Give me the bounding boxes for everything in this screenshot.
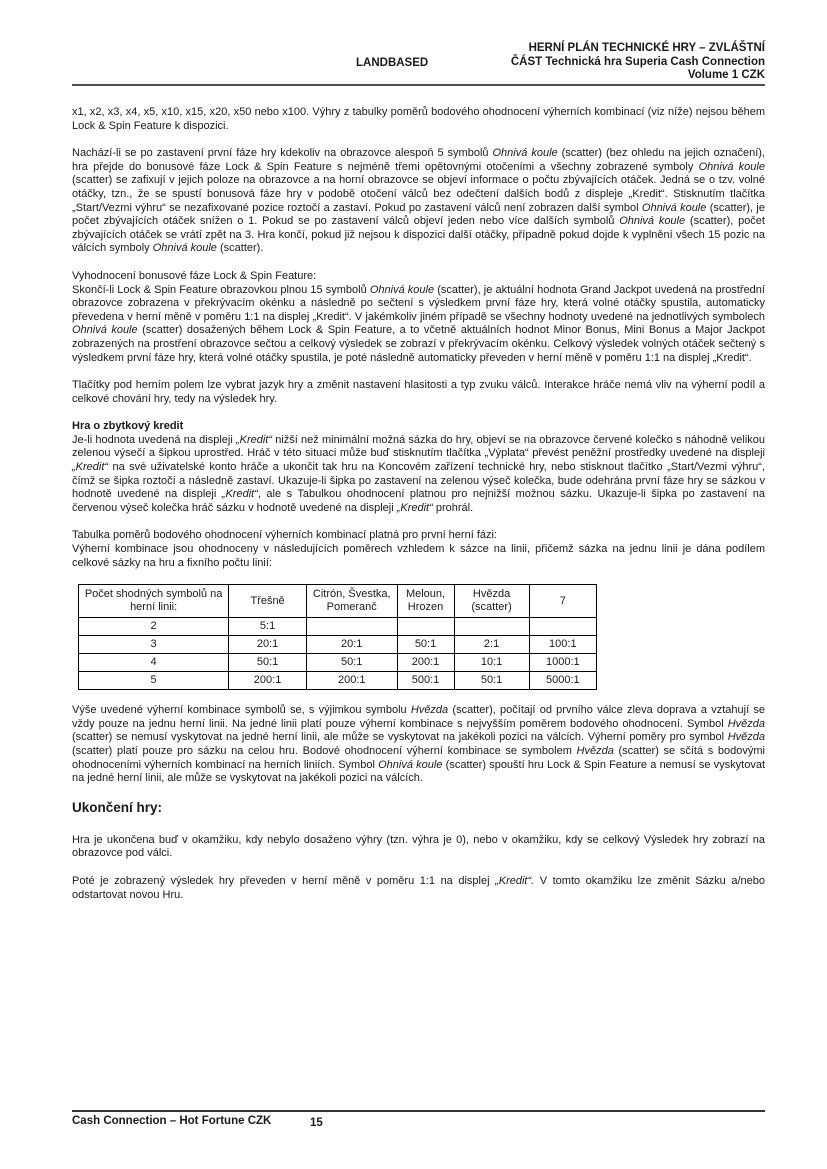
table-header-cell: Počet shodných symbolů na herní linii:	[79, 585, 229, 618]
table-cell: 200:1	[306, 672, 397, 690]
table-cell: 200:1	[229, 672, 307, 690]
table-row	[79, 654, 597, 672]
table-cell: 50:1	[397, 636, 454, 654]
table-cell	[454, 618, 529, 636]
table-header-cell: 7	[529, 585, 596, 618]
table-cell: 50:1	[306, 654, 397, 672]
table-cell: 5000:1	[529, 672, 596, 690]
table-cell	[397, 618, 454, 636]
paragraph-buttons: Tlačítky pod herním polem lze vybrat jazyk hry a změnit nastavení hlasitosti a typ zvuku válců. Interakce hráče nemá vliv na výherní podíl a celkové chování hry, tedy na výsledek hry.	[72, 379, 765, 405]
table-header-cell: Hvězda (scatter)	[454, 585, 529, 618]
footer-document-title: Cash Connection – Hot Fortune CZK	[72, 1115, 272, 1127]
header-title-line3: Volume 1 CZK	[687, 69, 765, 81]
table-cell: 50:1	[229, 654, 307, 672]
header-title-line2: ČÁST Technická hra Superia Cash Connection	[510, 55, 765, 68]
table-cell: 20:1	[306, 636, 397, 654]
footer-page-number: 15	[310, 1117, 323, 1129]
table-cell: 20:1	[229, 636, 307, 654]
heading-game-end: Ukončení hry:	[72, 799, 163, 815]
table-cell: 5	[79, 672, 229, 690]
lead-table: Tabulka poměrů bodového ohodnocení výherních kombinací platná pro první herní fázi:	[72, 529, 497, 542]
table-cell: 2:1	[454, 636, 529, 654]
paragraph-game-end: Hra je ukončena buď v okamžiku, kdy nebylo dosaženo výhry (tzn. výhra je 0), nebo v okamžiku, kdy se celkový Výsledek hry zobrazí na obrazovce pod válci.	[72, 833, 765, 860]
table-cell: 500:1	[397, 672, 454, 690]
table-cell: 10:1	[454, 654, 529, 672]
table-cell: 50:1	[454, 672, 529, 690]
table-cell: 5:1	[229, 618, 307, 636]
header-title-line1: HERNÍ PLÁN TECHNICKÉ HRY – ZVLÁŠTNÍ	[528, 42, 765, 54]
table-cell: 4	[79, 654, 229, 672]
table-row	[79, 672, 597, 690]
table-row	[79, 636, 597, 654]
table-cell: 2	[79, 618, 229, 636]
paragraph-table-intro: Výherní kombinace jsou ohodnoceny v následujících poměrech vzhledem k sázce na linii, přičemž sázka na jednu linii je dána podílem celkové sázky na hru a fixního počtu linií:	[72, 543, 765, 569]
paragraph-multipliers: x1, x2, x3, x4, x5, x10, x15, x20, x50 nebo x100. Výhry z tabulky poměrů bodového ohodnocení výherních kombinací (viz níže) nejsou během Lock & Spin Feature k dispozici.	[72, 106, 765, 132]
paragraph-evaluation: Skončí-li Lock & Spin Feature obrazovkou plnou 15 symbolů Ohnivá koule (scatter), je aktuální hodnota Grand Jackpot uvedená na prostřední obrazovce zobrazena v překrývacím okénku a následně po sečtení s výsledkem první fáze hry, která volné otáčky spustila, automaticky převedena v herní měně v poměru 1:1 na displej „Kredit“. V jakémkoliv jiném případě se všechny hodnoty uvedené na jednotlivých symbolech Ohnivá koule (scatter) dosažených během Lock & Spin Feature, a to včetně aktuálních hodnot Minor Bonus, Mini Bonus a Major Jackpot zobrazených na prostření obrazovce sečtou a celkový výsledek se zobrazí v překrývacím okénku. Celkový výsledek volných otáček sečtený s výsledkem první fáze hry, která volné otáčky spustila, je poté následně automaticky převeden v herní měně v poměru 1:1 na displej „Kredit“.	[72, 283, 765, 364]
table-row	[79, 618, 597, 636]
heading-residual-credit: Hra o zbytkový kredit	[72, 420, 184, 433]
paragraph-result-transfer: Poté je zobrazený výsledek hry převeden v herní měně v poměru 1:1 na displej „Kredit“. V tomto okamžiku lze změnit Sázku a/nebo odstartovat novou Hru.	[72, 874, 765, 901]
table-header-cell: Třešně	[229, 585, 307, 618]
payout-table	[78, 584, 597, 690]
paragraph-lock-spin-trigger: Nachází-li se po zastavení první fáze hry kdekoliv na obrazovce alespoň 5 symbolů Ohnivá koule (scatter) (bez ohledu na jejich označení), hra přejde do bonusové fáze Lock & Spin Feature s nejméně třemi opětovnými otočeními a všechny zobrazené symboly Ohnivá koule (scatter) se zafixují v jejich poloze na obrazovce a na horní obrazovce se objeví informace o počtu zbývajících otáček. Jedná se o tzv. volné otáčky, tzn., že se spustí bonusová fáze hry v podobě otočení válců bez odečtení dalších bodů z displeje „Kredit“. Stisknutím tlačítka „Start/Vezmi výhru“ se nezafixované pozice roztočí a zastaví. Pokud po zastavení válců není zobrazen další symbol Ohnivá koule (scatter), je počet zbývajících otáček snížen o 1. Pokud se po zastavení válců objeví jeden nebo více dalších symbolů Ohnivá koule (scatter), počet zbývajících otáček se vrátí zpět na 3. Hra končí, pokud již nejsou k dispozici další otáčky, případně pokud dojde k vyplnění všech 15 pozic na válcích symboly Ohnivá koule (scatter).	[72, 147, 765, 255]
table-cell	[529, 618, 596, 636]
lead-evaluation: Vyhodnocení bonusové fáze Lock & Spin Feature:	[72, 269, 317, 282]
table-header-cell: Citrón, Švestka, Pomeranč	[306, 585, 397, 618]
header-landbased-label: LANDBASED	[356, 57, 429, 69]
page-footer	[72, 1110, 765, 1127]
table-cell	[306, 618, 397, 636]
paragraph-combinations: Výše uvedené výherní kombinace symbolů se, s výjimkou symbolu Hvězda (scatter), počítají od prvního válce zleva doprava a vztahují se vždy pouze na jednu herní linii. Na jedné linii platí pouze výherní kombinace s nejvyšším poměrem bodového ohodnocení. Symbol Hvězda (scatter) se nemusí vyskytovat na jedné herní linii, ale může se vyskytovat na jakékoli pozici na válcích. Výherní poměry pro symbol Hvězda (scatter) platí pouze pro sázku na celou hru. Bodové ohodnocení výherní kombinace se symbolem Hvězda (scatter) se sčítá s bodovými ohodnoceními výherních kombinací na herních liniích. Symbol Ohnivá koule (scatter) spouští hru Lock & Spin Feature a nemusí se vyskytovat na jedné herní linii, ale může se vyskytovat na jakékoli pozici na válcích.	[72, 704, 765, 785]
table-header-row	[79, 585, 597, 618]
table-cell: 200:1	[397, 654, 454, 672]
table-cell: 1000:1	[529, 654, 596, 672]
page-header	[72, 42, 765, 86]
table-cell: 100:1	[529, 636, 596, 654]
paragraph-residual-credit: Je-li hodnota uvedená na displeji „Kredit“ nižší než minimální možná sázka do hry, objeví se na obrazovce červené kolečko s náhodně velikou zelenou výsečí a šipkou uprostřed. Hráč v této situaci může buď stisknutím tlačítka „Výplata“ převést peněžní prostředky uvedené na displeji „Kredit“ na své uživatelské konto hráče a ukončit tak hru na Koncovém zařízení technické hry, nebo stisknout tlačítko „Start/Vezmi výhru“, čímž se šipka roztočí a následně zastaví. Ukazuje-li šipka po zastavení na zelenou výseč kolečka, bude odehrána první fáze hry se sázkou v hodnotě uvedené na displeji „Kredit“, ale s Tabulkou ohodnocení platnou pro nejnižší možnou sázku. Ukazuje-li šipka po zastavení na červenou výseč kolečka hráč sázku v hodnotě uvedené na displeji „Kredit“ prohrál.	[72, 433, 766, 514]
table-cell: 3	[79, 636, 229, 654]
document-body	[72, 106, 765, 916]
table-header-cell: Meloun, Hrozen	[397, 585, 454, 618]
